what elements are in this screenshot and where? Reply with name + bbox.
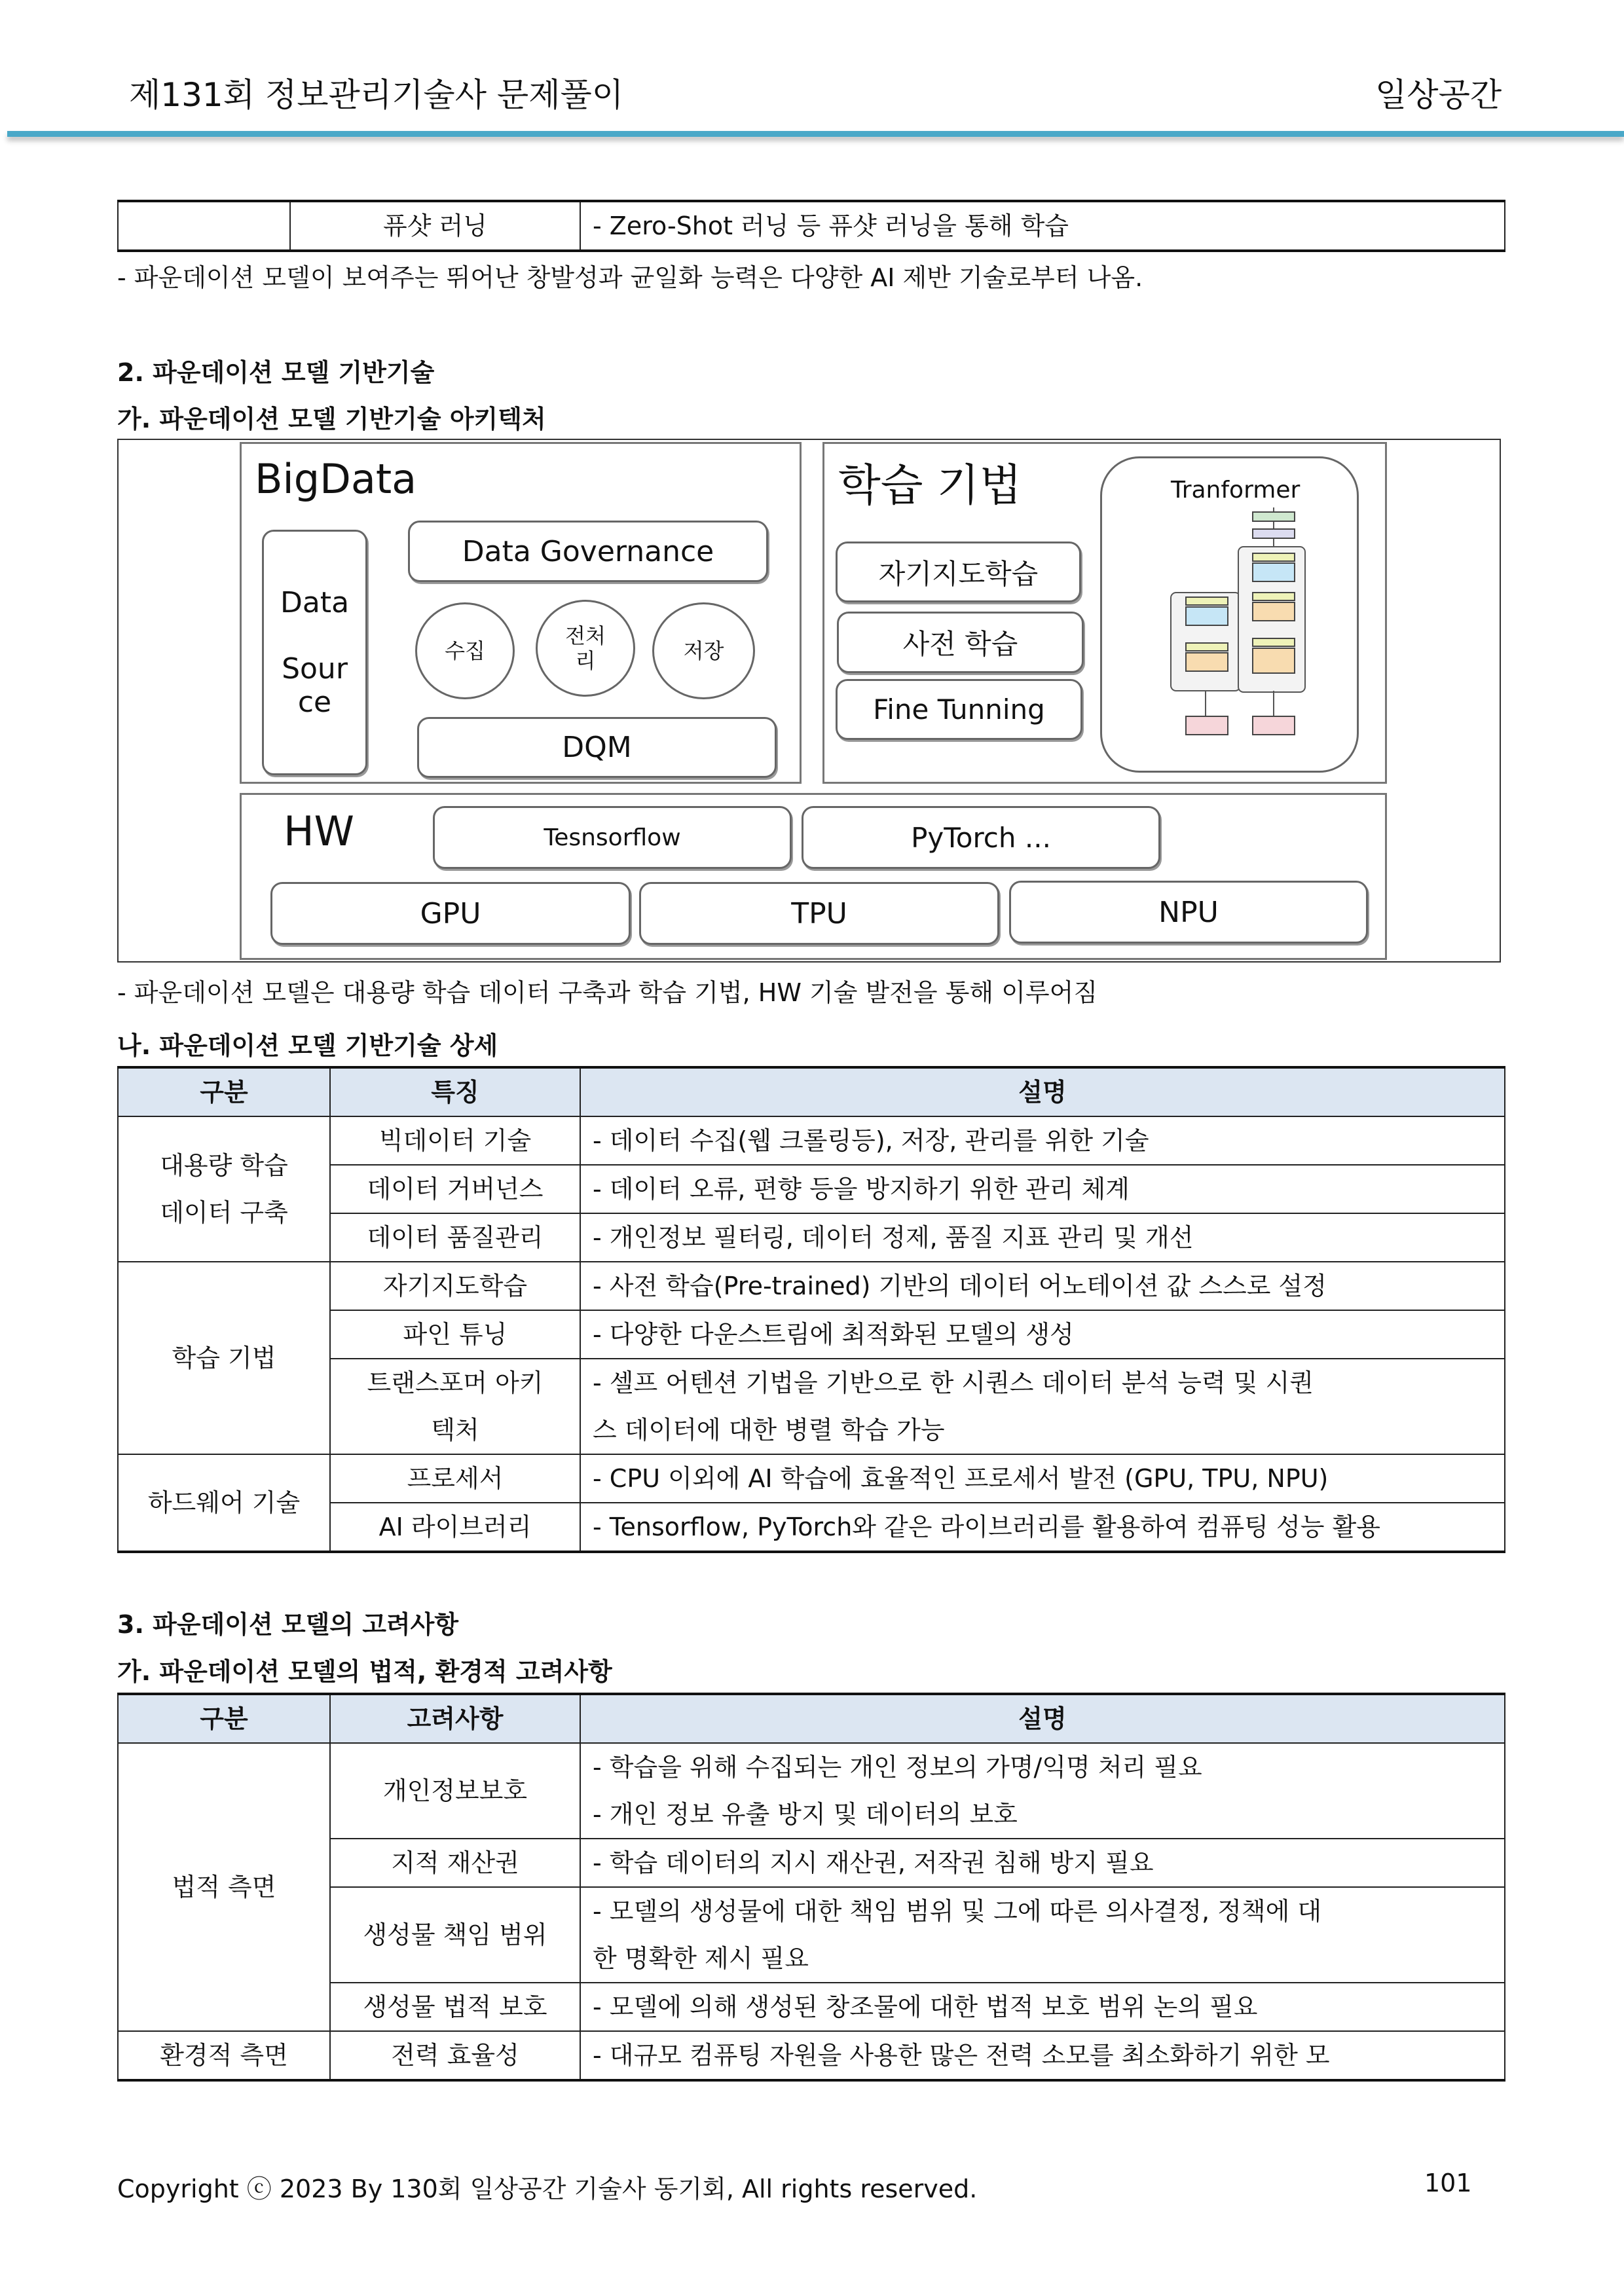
table-cell xyxy=(118,201,290,251)
gpu-box: GPU xyxy=(270,882,631,945)
feature-cell: 빅데이터 기술 xyxy=(330,1116,580,1165)
desc-cell xyxy=(580,1743,1505,1839)
feature-cell: 데이터 품질관리 xyxy=(330,1213,580,1262)
data-governance-box: Data Governance xyxy=(408,521,768,582)
label: ce xyxy=(297,686,332,719)
group-cell: 법적 측면 xyxy=(118,1743,330,2031)
copyright-text: Copyright ⓒ 2023 By 130회 일상공간 기술사 동기회, All rights reserved. xyxy=(117,2175,978,2203)
table-header-row xyxy=(118,1694,1505,1743)
page-number: 101 xyxy=(1424,2169,1472,2197)
label: - 개인 정보 유출 방지 및 데이터의 보호 xyxy=(593,1800,1018,1829)
label: - 학습을 위해 수집되는 개인 정보의 가명/익명 처리 필요 xyxy=(593,1753,1202,1782)
brand-name: 일상공간 xyxy=(1375,76,1502,114)
column-header: 고려사항 xyxy=(330,1694,580,1743)
data-source-box xyxy=(262,530,367,775)
hw-title: HW xyxy=(284,807,354,855)
pytorch-box: PyTorch ... xyxy=(802,806,1160,869)
tpu-box: TPU xyxy=(639,882,999,945)
label: 데이터 구축 xyxy=(160,1198,288,1227)
label: 한 명확한 제시 필요 xyxy=(593,1944,809,1973)
npu-box: NPU xyxy=(1009,881,1368,944)
desc-cell: - 학습 데이터의 지시 재산권, 저작권 침해 방지 필요 xyxy=(580,1839,1505,1887)
item-cell: 개인정보보호 xyxy=(330,1743,580,1839)
desc-cell: - 다양한 다운스트림에 최적화된 모델의 생성 xyxy=(580,1310,1505,1359)
dqm-box: DQM xyxy=(417,717,777,778)
transformer-frame xyxy=(1100,456,1359,773)
fine-tuning-box: Fine Tunning xyxy=(836,679,1082,740)
considerations-table xyxy=(117,1693,1505,2082)
table-cell: 퓨샷 러닝 xyxy=(290,201,580,251)
table-row xyxy=(118,1116,1505,1165)
subsection-heading: 가. 파운데이션 모델의 법적, 환경적 고려사항 xyxy=(117,1657,612,1686)
header-divider xyxy=(7,131,1624,137)
subsection-heading: 가. 파운데이션 모델 기반기술 아키텍처 xyxy=(117,405,546,433)
group-cell: 환경적 측면 xyxy=(118,2031,330,2080)
table-row xyxy=(118,2031,1505,2080)
label: Sour xyxy=(282,652,348,686)
item-cell: 생성물 책임 범위 xyxy=(330,1887,580,1983)
table-row xyxy=(118,201,1505,251)
tensorflow-box: Tesnsorflow xyxy=(433,806,792,869)
feature-cell: 데이터 거버넌스 xyxy=(330,1165,580,1213)
foundation-tech-table xyxy=(117,1066,1505,1553)
collect-circle: 수집 xyxy=(415,602,515,699)
table-header-row xyxy=(118,1067,1505,1116)
desc-cell: - Tensorflow, PyTorch와 같은 라이브러리를 활용하여 컴퓨팅 성능 활용 xyxy=(580,1503,1505,1552)
desc-cell: - CPU 이외에 AI 학습에 효율적인 프로세서 발전 (GPU, TPU, NPU) xyxy=(580,1454,1505,1503)
feature-cell: 자기지도학습 xyxy=(330,1262,580,1310)
table-row xyxy=(118,1743,1505,1839)
desc-cell: - 데이터 수집(웹 크롤링등), 저장, 관리를 위한 기술 xyxy=(580,1116,1505,1165)
group-cell: 하드웨어 기술 xyxy=(118,1454,330,1552)
table-row xyxy=(118,1454,1505,1503)
desc-cell: - 모델에 의해 생성된 창조물에 대한 법적 보호 범위 논의 필요 xyxy=(580,1983,1505,2031)
document-title: 제131회 정보관리기술사 문제풀이 xyxy=(129,76,624,114)
label: 전처 xyxy=(565,623,606,648)
desc-cell: - 대규모 컴퓨팅 자원을 사용한 많은 전력 소모를 최소화하기 위한 모 xyxy=(580,2031,1505,2080)
feature-cell: AI 라이브러리 xyxy=(330,1503,580,1552)
section-heading: 2. 파운데이션 모델 기반기술 xyxy=(117,358,435,387)
note-text: - 파운데이션 모델은 대용량 학습 데이터 구축과 학습 기법, HW 기술 발전을 통해 이루어짐 xyxy=(117,978,1098,1007)
desc-cell: - 데이터 오류, 편향 등을 방지하기 위한 관리 체계 xyxy=(580,1165,1505,1213)
table-row xyxy=(118,1262,1505,1310)
desc-cell xyxy=(580,1887,1505,1983)
pretraining-box: 사전 학습 xyxy=(837,612,1084,673)
self-supervised-box: 자기지도학습 xyxy=(836,542,1081,602)
label: - 모델의 생성물에 대한 책임 범위 및 그에 따른 의사결정, 정책에 대 xyxy=(593,1897,1322,1926)
column-header: 구분 xyxy=(118,1067,330,1116)
preprocess-circle xyxy=(536,600,635,697)
subsection-heading: 나. 파운데이션 모델 기반기술 상세 xyxy=(117,1031,498,1060)
item-cell: 지적 재산권 xyxy=(330,1839,580,1887)
item-cell: 생성물 법적 보호 xyxy=(330,1983,580,2031)
store-circle: 저장 xyxy=(652,602,755,699)
column-header: 특징 xyxy=(330,1067,580,1116)
label: 텍처 xyxy=(431,1416,479,1444)
section-heading: 3. 파운데이션 모델의 고려사항 xyxy=(117,1610,459,1639)
continued-table xyxy=(117,200,1505,252)
item-cell: 전력 효율성 xyxy=(330,2031,580,2080)
label: 스 데이터에 대한 병렬 학습 가능 xyxy=(593,1416,945,1444)
label: Data xyxy=(280,586,350,619)
label: 대용량 학습 xyxy=(160,1151,288,1180)
column-header: 구분 xyxy=(118,1694,330,1743)
learning-title: 학습 기법 xyxy=(838,460,1022,511)
label: 트랜스포머 아키 xyxy=(367,1368,544,1397)
feature-cell: 파인 튜닝 xyxy=(330,1310,580,1359)
desc-cell: - 개인정보 필터링, 데이터 정제, 품질 지표 관리 및 개선 xyxy=(580,1213,1505,1262)
column-header: 설명 xyxy=(580,1067,1505,1116)
desc-cell: - 사전 학습(Pre-trained) 기반의 데이터 어노테이션 값 스스로 설정 xyxy=(580,1262,1505,1310)
bigdata-title: BigData xyxy=(255,455,417,503)
feature-cell: 프로세서 xyxy=(330,1454,580,1503)
transformer-architecture-image xyxy=(1102,458,1361,775)
label: 리 xyxy=(575,648,596,673)
table-cell: - Zero-Shot 러닝 등 퓨샷 러닝을 통해 학습 xyxy=(580,201,1505,251)
feature-cell xyxy=(330,1359,580,1454)
column-header: 설명 xyxy=(580,1694,1505,1743)
group-cell: 학습 기법 xyxy=(118,1262,330,1454)
label: - 셀프 어텐션 기법을 기반으로 한 시퀀스 데이터 분석 능력 및 시퀀 xyxy=(593,1368,1314,1397)
desc-cell xyxy=(580,1359,1505,1454)
group-cell xyxy=(118,1116,330,1262)
note-text: - 파운데이션 모델이 보여주는 뛰어난 창발성과 균일화 능력은 다양한 AI 제반 기술로부터 나옴. xyxy=(117,263,1143,292)
transformer-title: Tranformer xyxy=(1171,477,1301,504)
